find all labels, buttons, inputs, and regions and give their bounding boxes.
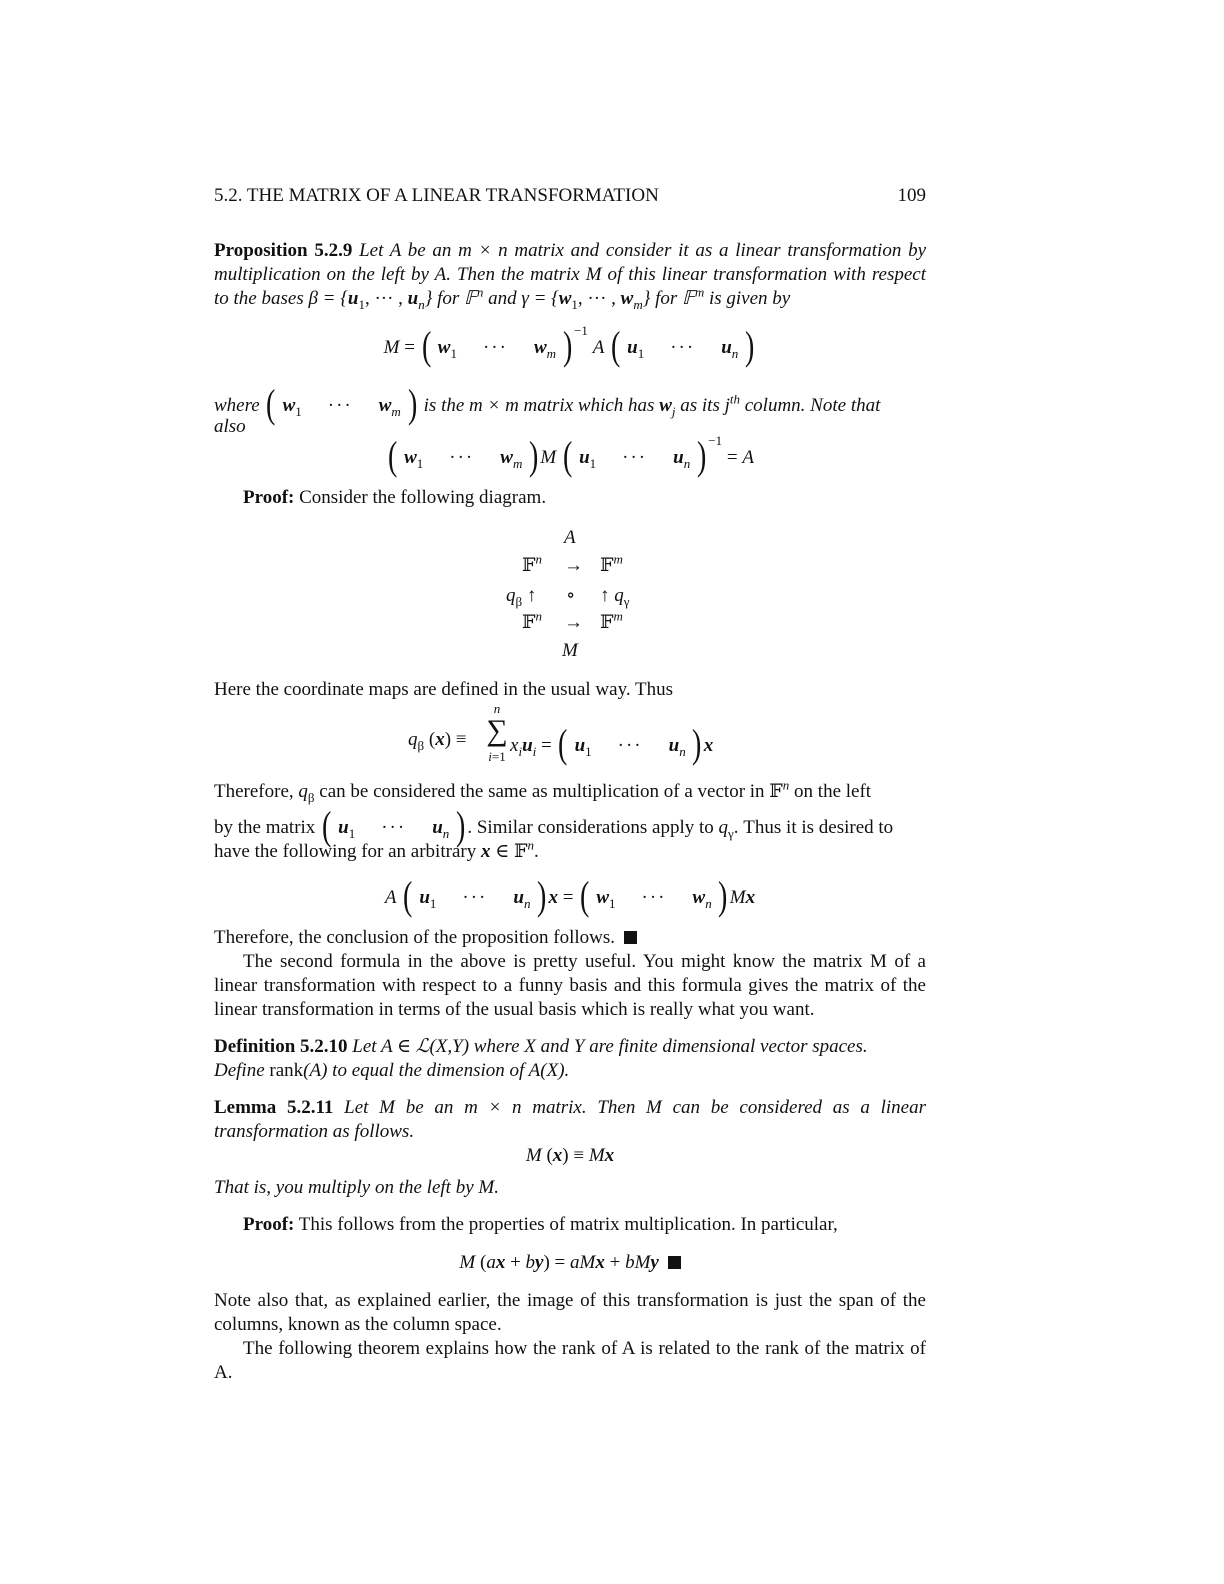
proposition-label: Proposition 5.2.9 [214,240,353,261]
proof-1: Proof: Consider the following diagram. [243,487,547,508]
coordinate-paragraph: Here the coordinate maps are defined in the usual way. Thus [214,679,674,700]
equation-m-definition: M = ( $w_1$ ··· $w_m$ ) $^{-1}$ A ( $u_1$ ··· $u_n$ ) [383,323,755,368]
diagram-top-label: A [564,527,576,548]
where-paragraph: where ( $w_1$ ··· $w_m$ ) is the m × m matrix which has $w_j$ as its $j^{th}$ column. Note that [214,381,881,426]
second-formula-paragraph: The second formula in the above is pretty useful. You might know the matrix M of a linear transformation with respect to a funny basis and this formula gives the matrix of the linear transformation in terms of the usual basis which is really what you want. [214,951,926,1020]
proposition-5-2-9: Proposition 5.2.9 Let A be an m × n matrix and consider it as a linear transformation by multiplication on the left by A. Then the matrix M of this linear transformation with respect to the bases $\beta = \{u_1$, ··· , $u_n$} for 𝔽$^n$ and $\gamma = \{w_1$, ··· , $w_m$} for 𝔽$^m$ is given by [214,240,926,312]
running-header [214,184,926,208]
diagram-bottom-label: M [562,640,578,661]
arrow-up-icon: ↑ [600,585,610,606]
equation-coordinate-map: $q_\beta$ (x) ≡ n ∑ i=1 $x_iu_i$ = ( $u_1$ ··· $u_n$ ) x [408,701,714,766]
equation-linearity: M (ax + by) = aMx + bMy [214,1251,926,1275]
note-paragraph: Note also that, as explained earlier, the image of this transformation is just the span of the columns, known as the column space. [214,1290,926,1335]
therefore-paragraph: Therefore, $q_\beta$ can be considered the same as multiplication of a vector in 𝔽$^n$ on the left [214,777,872,805]
equation-inverse: ( $w_1$ ··· $w_m$ ) M ( $u_1$ ··· $u_n$ ) $^{-1}$ = A [388,433,754,478]
arrow-up-icon: ↑ [526,585,537,606]
commutative-diagram: A 𝔽$^n$ → 𝔽$^m$ $q_\beta$ ↑ ∘ ↑ $q_\gamma$ 𝔽$^n$ → 𝔽$^m$ M [506,527,630,661]
page-number: 109 [897,185,926,206]
qed-square-icon [624,931,637,944]
composition-circle: ∘ [566,585,576,606]
arrow-right-icon: → [564,555,583,576]
proposition-text-1: Let A be an m × n matrix and consider it as a linear transformation by multiplication on the left by A. Then the matrix M of this linear transformation with respect to the bases β = { [214,240,926,309]
header-section: 5.2. THE MATRIX OF A LINEAR TRANSFORMATION [214,185,659,206]
lemma-after: That is, you multiply on the left by M. [214,1177,499,1198]
definition-5-2-10: Definition 5.2.10 Let A ∈ ℒ(X,Y) where X and Y are finite dimensional vector spaces. Define rank(A) to equal the dimension of A(X). [214,1036,868,1081]
arrow-right-icon: → [564,612,583,633]
proof-2: Proof: This follows from the properties of matrix multiplication. In particular, [243,1214,838,1235]
qed-square-icon [668,1256,681,1269]
lemma-5-2-11: Lemma 5.2.11 Let M be an m × n matrix. Then M can be considered as a linear transformation as follows. [214,1097,926,1142]
equation-lemma: M (x) ≡ Mx [525,1145,615,1166]
conclusion: Therefore, the conclusion of the proposition follows. [214,926,926,950]
equation-arbitrary-x: A ( $u_1$ ··· $u_n$ ) x = ( $w_1$ ··· $w_n$ ) Mx [384,873,756,918]
final-paragraph: The following theorem explains how the rank of A is related to the rank of the matrix of A. [214,1338,926,1383]
